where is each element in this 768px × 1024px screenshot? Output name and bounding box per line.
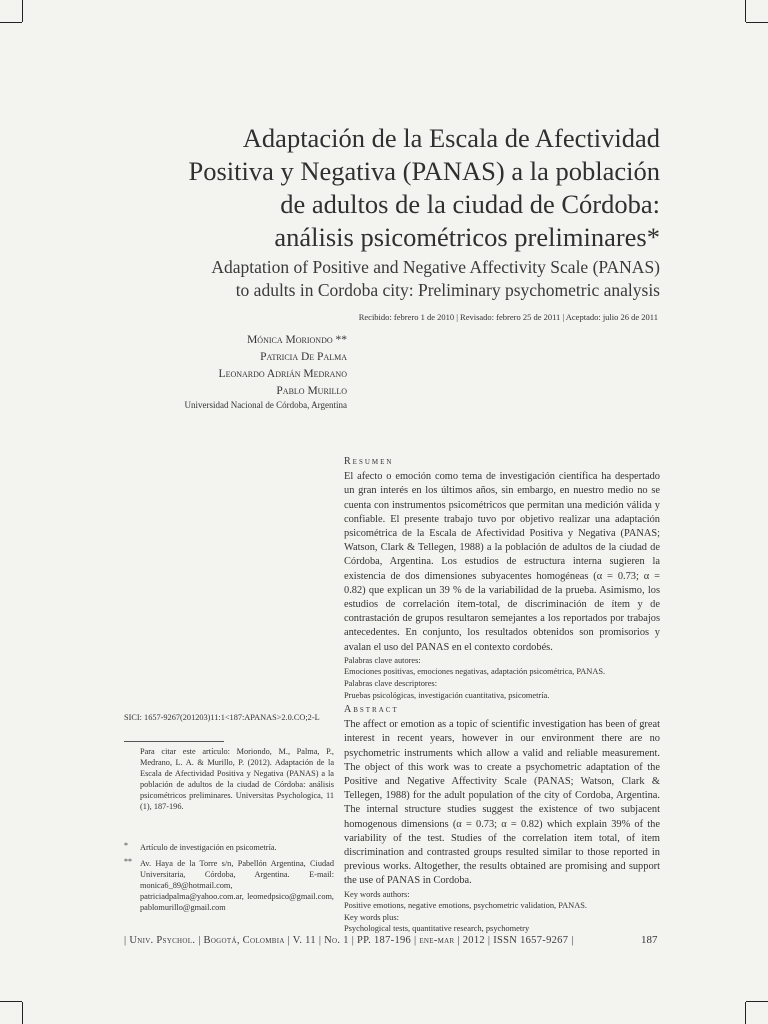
citation-note: Para citar este artículo: Moriondo, M., Palma, P., Medrano, L. A. & Murillo, P. (2012). Adaptación de la Escala de Afectividad Positiva y Negativa (PANAS) a la población de adultos de la ciudad de Córdoba: análisis psicométricos preliminares. Universitas Psychologica, 11 (1), 187-196. [140,747,334,811]
footnote-mark: ** [124,857,132,866]
crop-mark [745,1002,746,1024]
abstract-section [344,703,660,935]
title-line: Positiva y Negativa (PANAS) a la población [188,156,660,186]
crop-mark [746,1001,768,1002]
keywords-descriptors-label: Palabras clave descriptores: [344,679,438,689]
abstract-text: The affect or emotion as a topic of scientific investigation has been of great interest in recent years, however in our environment there are no psychometric instruments which allow a valid and reliable measurement. The object of this work was to create a psychometric adaptation of the Positive and Negative Affectivity Scale (PANAS; Watson, Clark & Tellegen, 1988) for the adult population of the city of Cordoba, Argentina. The internal structure studies suggest the existence of two subjacent homogenous dimensions (α = 0.73; α = 0.82) which explain 39% of the variability of the test. Studies of the correlation item total, of item discrimination and contrasted groups resulted similar to those reported in previous works. Altogether, the results obtained are promising and support the use of PANAS in Cordoba. [344,719,660,887]
resumen-section [344,455,660,701]
key-words-plus: Psychological tests, quantitative research, psychometry [344,924,530,934]
key-words-plus-label: Key words plus: [344,912,399,922]
author-name: Mónica Moriondo ** [247,334,347,346]
crop-mark [0,22,22,23]
english-title [100,256,660,302]
key-words-authors-label: Key words authors: [344,889,410,899]
article-title [100,122,660,254]
keywords-authors-label: Palabras clave autores: [344,655,421,665]
affiliation: Universidad Nacional de Córdoba, Argentina [184,400,347,410]
author-name: Leonardo Adrián Medrano [218,368,347,380]
resumen-heading: Resumen [344,456,394,467]
crop-mark [22,1002,23,1024]
crop-mark [0,1001,22,1002]
key-words-authors: Positive emotions, negative emotions, psychometric validation, PANAS. [344,901,588,911]
footnote [124,858,334,913]
title-line: Adaptación de la Escala de Afectividad [242,123,660,153]
abstract-heading: Abstract [344,704,399,715]
footnote-mark: * [124,841,128,850]
keywords-descriptors: Pruebas psicológicas, investigación cuantitativa, psicometría. [344,690,550,700]
author-name: Pablo Murillo [276,385,347,397]
crop-mark [746,22,768,23]
footnote [124,842,334,853]
resumen-text: El afecto o emoción como tema de investigación científica ha despertado un gran interés en los últimos años, sin embargo, en nuestro medio no se cuenta con instrumentos psicométricos que permitan una medición válida y confiable. El presente trabajo tuvo por objetivo realizar una adaptación psicométrica de la Escala de Afectividad Positiva y Negativa (PANAS; Watson, Clark & Tellegen, 1988) a la población de adultos de la ciudad de Córdoba, Argentina. Los estudios de estructura interna sugieren la existencia de dos dimensiones subyacentes homogéneas (α = 0.73; α = 0.82) que explican un 39 % de la variabilidad de la prueba. Asimismo, los estudios de correlación ítem-total, de discriminación de ítem y de contrastación de grupos resultaron semejantes a los reportados por trabajos antecedentes. En conjunto, los resultados obtenidos son promisorios y avalan el uso del PANAS en el contexto cordobés. [344,471,660,653]
title-line: de adultos de la ciudad de Córdoba: [280,189,660,219]
sici-code: SICI: 1657-9267(201203)11:1<187:APANAS>2.0.CO;2-L [124,713,320,722]
footnote-text: Av. Haya de la Torre s/n, Pabellón Argentina, Ciudad Universitaria, Córdoba, Argentina. E-mail: monica6_89@hotmail.com, patriciadpalma@yahoo.com.ar, leomedpsico@gmail.com, pablomurillo@gmail.com [140,859,334,912]
footnote-text: Artículo de investigación en psicometría. [140,843,277,852]
keywords-authors: Emociones positivas, emociones negativas, adaptación psicométrica, PANAS. [344,667,606,677]
received-dates: Recibido: febrero 1 de 2010 | Revisado: febrero 25 de 2011 | Aceptado: julio 26 de 2011 [358,312,658,322]
subtitle-line: to adults in Cordoba city: Preliminary psychometric analysis [235,280,660,300]
journal-footer: | Univ. Psychol. | Bogotá, Colombia | V. 11 | No. 1 | PP. 187-196 | ene-mar | 2012 | ISSN 1657-9267 | [124,935,574,946]
subtitle-line: Adaptation of Positive and Negative Affectivity Scale (PANAS) [211,257,660,277]
author-list [219,332,347,400]
page-number: 187 [641,934,658,946]
crop-mark [22,0,23,22]
title-line: análisis psicométricos preliminares* [274,222,660,252]
crop-mark [745,0,746,22]
divider [124,741,224,742]
author-name: Patricia De Palma [260,351,347,363]
